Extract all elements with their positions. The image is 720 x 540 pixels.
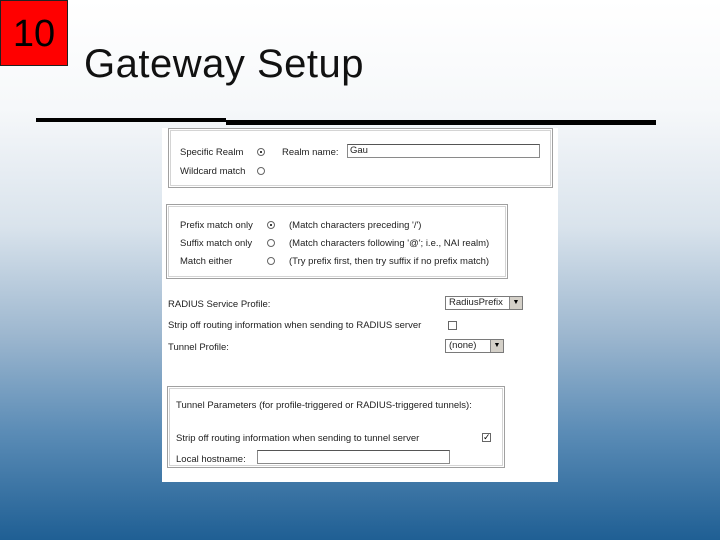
suffix-match-description: (Match characters following '@'; i.e., NAI realm)	[289, 238, 490, 249]
radius-profile-select[interactable]	[445, 296, 523, 310]
strip-radius-checkbox[interactable]	[448, 321, 457, 330]
specific-realm-radio[interactable]	[257, 148, 265, 156]
radius-profile-label: RADIUS Service Profile:	[168, 299, 271, 310]
wildcard-match-label: Wildcard match	[180, 166, 246, 177]
realm-group	[168, 128, 553, 188]
tunnel-profile-label: Tunnel Profile:	[168, 342, 229, 353]
realm-name-field[interactable]: Gau	[347, 144, 540, 158]
specific-realm-label: Specific Realm	[180, 147, 244, 158]
slide-title: Gateway Setup	[84, 42, 364, 86]
tunnel-profile-select[interactable]	[445, 339, 504, 353]
strip-radius-label: Strip off routing information when sending to RADIUS server	[168, 320, 422, 331]
gateway-setup-dialog	[162, 128, 558, 482]
prefix-match-label: Prefix match only	[180, 220, 253, 231]
match-either-description: (Try prefix first, then try suffix if no prefix match)	[289, 256, 490, 267]
suffix-match-radio[interactable]	[267, 239, 275, 247]
tunnel-profile-value: (none)	[449, 340, 477, 351]
title-underline-extension	[226, 120, 656, 125]
tunnel-parameters-heading: Tunnel Parameters (for profile-triggered or RADIUS-triggered tunnels):	[176, 400, 472, 411]
chevron-down-icon[interactable]: ▼	[490, 340, 503, 352]
prefix-match-radio[interactable]	[267, 221, 275, 229]
prefix-match-description: (Match characters preceding '/')	[289, 220, 422, 231]
strip-tunnel-label: Strip off routing information when sending to tunnel server	[176, 433, 420, 444]
radius-profile-value: RadiusPrefix	[449, 297, 503, 308]
chevron-down-icon[interactable]: ▼	[509, 297, 522, 309]
strip-tunnel-checkbox[interactable]: ✓	[483, 432, 491, 442]
title-underline	[36, 118, 226, 122]
slide-number: 10	[0, 0, 68, 66]
realm-name-label: Realm name:	[282, 147, 339, 158]
suffix-match-label: Suffix match only	[180, 238, 253, 249]
local-hostname-field[interactable]	[257, 450, 450, 464]
match-either-radio[interactable]	[267, 257, 275, 265]
local-hostname-label: Local hostname:	[176, 454, 246, 465]
wildcard-match-radio[interactable]	[257, 167, 265, 175]
match-either-label: Match either	[180, 256, 233, 267]
